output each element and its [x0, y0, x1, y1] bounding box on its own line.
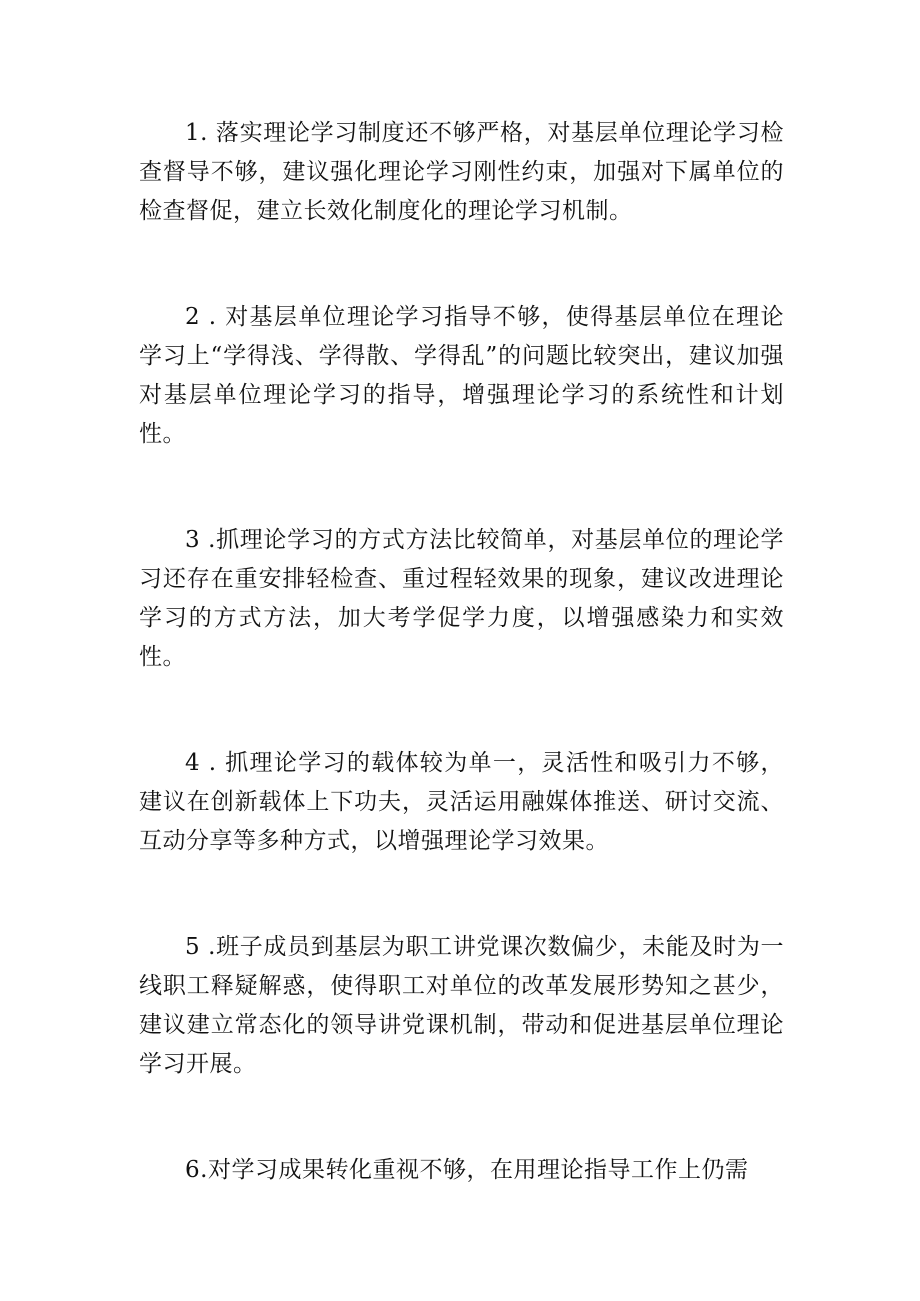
paragraph-item-4: 4 . 抓理论学习的载体较为单一，灵活性和吸引力不够，建议在创新载体上下功夫，灵活运用融媒体推送、研讨交流、互动分享等多种方式，以增强理论学习效果。: [139, 750, 784, 854]
document-body: [139, 114, 784, 1257]
paragraph-item-6: 6.对学习成果转化重视不够，在用理论指导工作上仍需: [185, 1157, 749, 1183]
paragraph-item-2: 2 . 对基层单位理论学习指导不够，使得基层单位在理论学习上“学得浅、学得散、学得乱”的问题比较突出，建议加强对基层单位理论学习的指导，增强理论学习的系统性和计划性。: [139, 304, 784, 447]
paragraph-item-1: 1. 落实理论学习制度还不够严格，对基层单位理论学习检查督导不够，建议强化理论学习刚性约束，加强对下属单位的检查督促，建立长效化制度化的理论学习机制。: [139, 120, 784, 224]
paragraph-item-5: 5 .班子成员到基层为职工讲党课次数偏少，未能及时为一线职工释疑解惑，使得职工对单位的改革发展形势知之甚少，建议建立常态化的领导讲党课机制，带动和促进基层单位理论学习开展。: [139, 934, 784, 1077]
paragraph-item-3: 3 .抓理论学习的方式方法比较简单，对基层单位的理论学习还存在重安排轻检查、重过程轻效果的现象，建议改进理论学习的方式方法，加大考学促学力度，以增强感染力和实效性。: [139, 527, 784, 670]
